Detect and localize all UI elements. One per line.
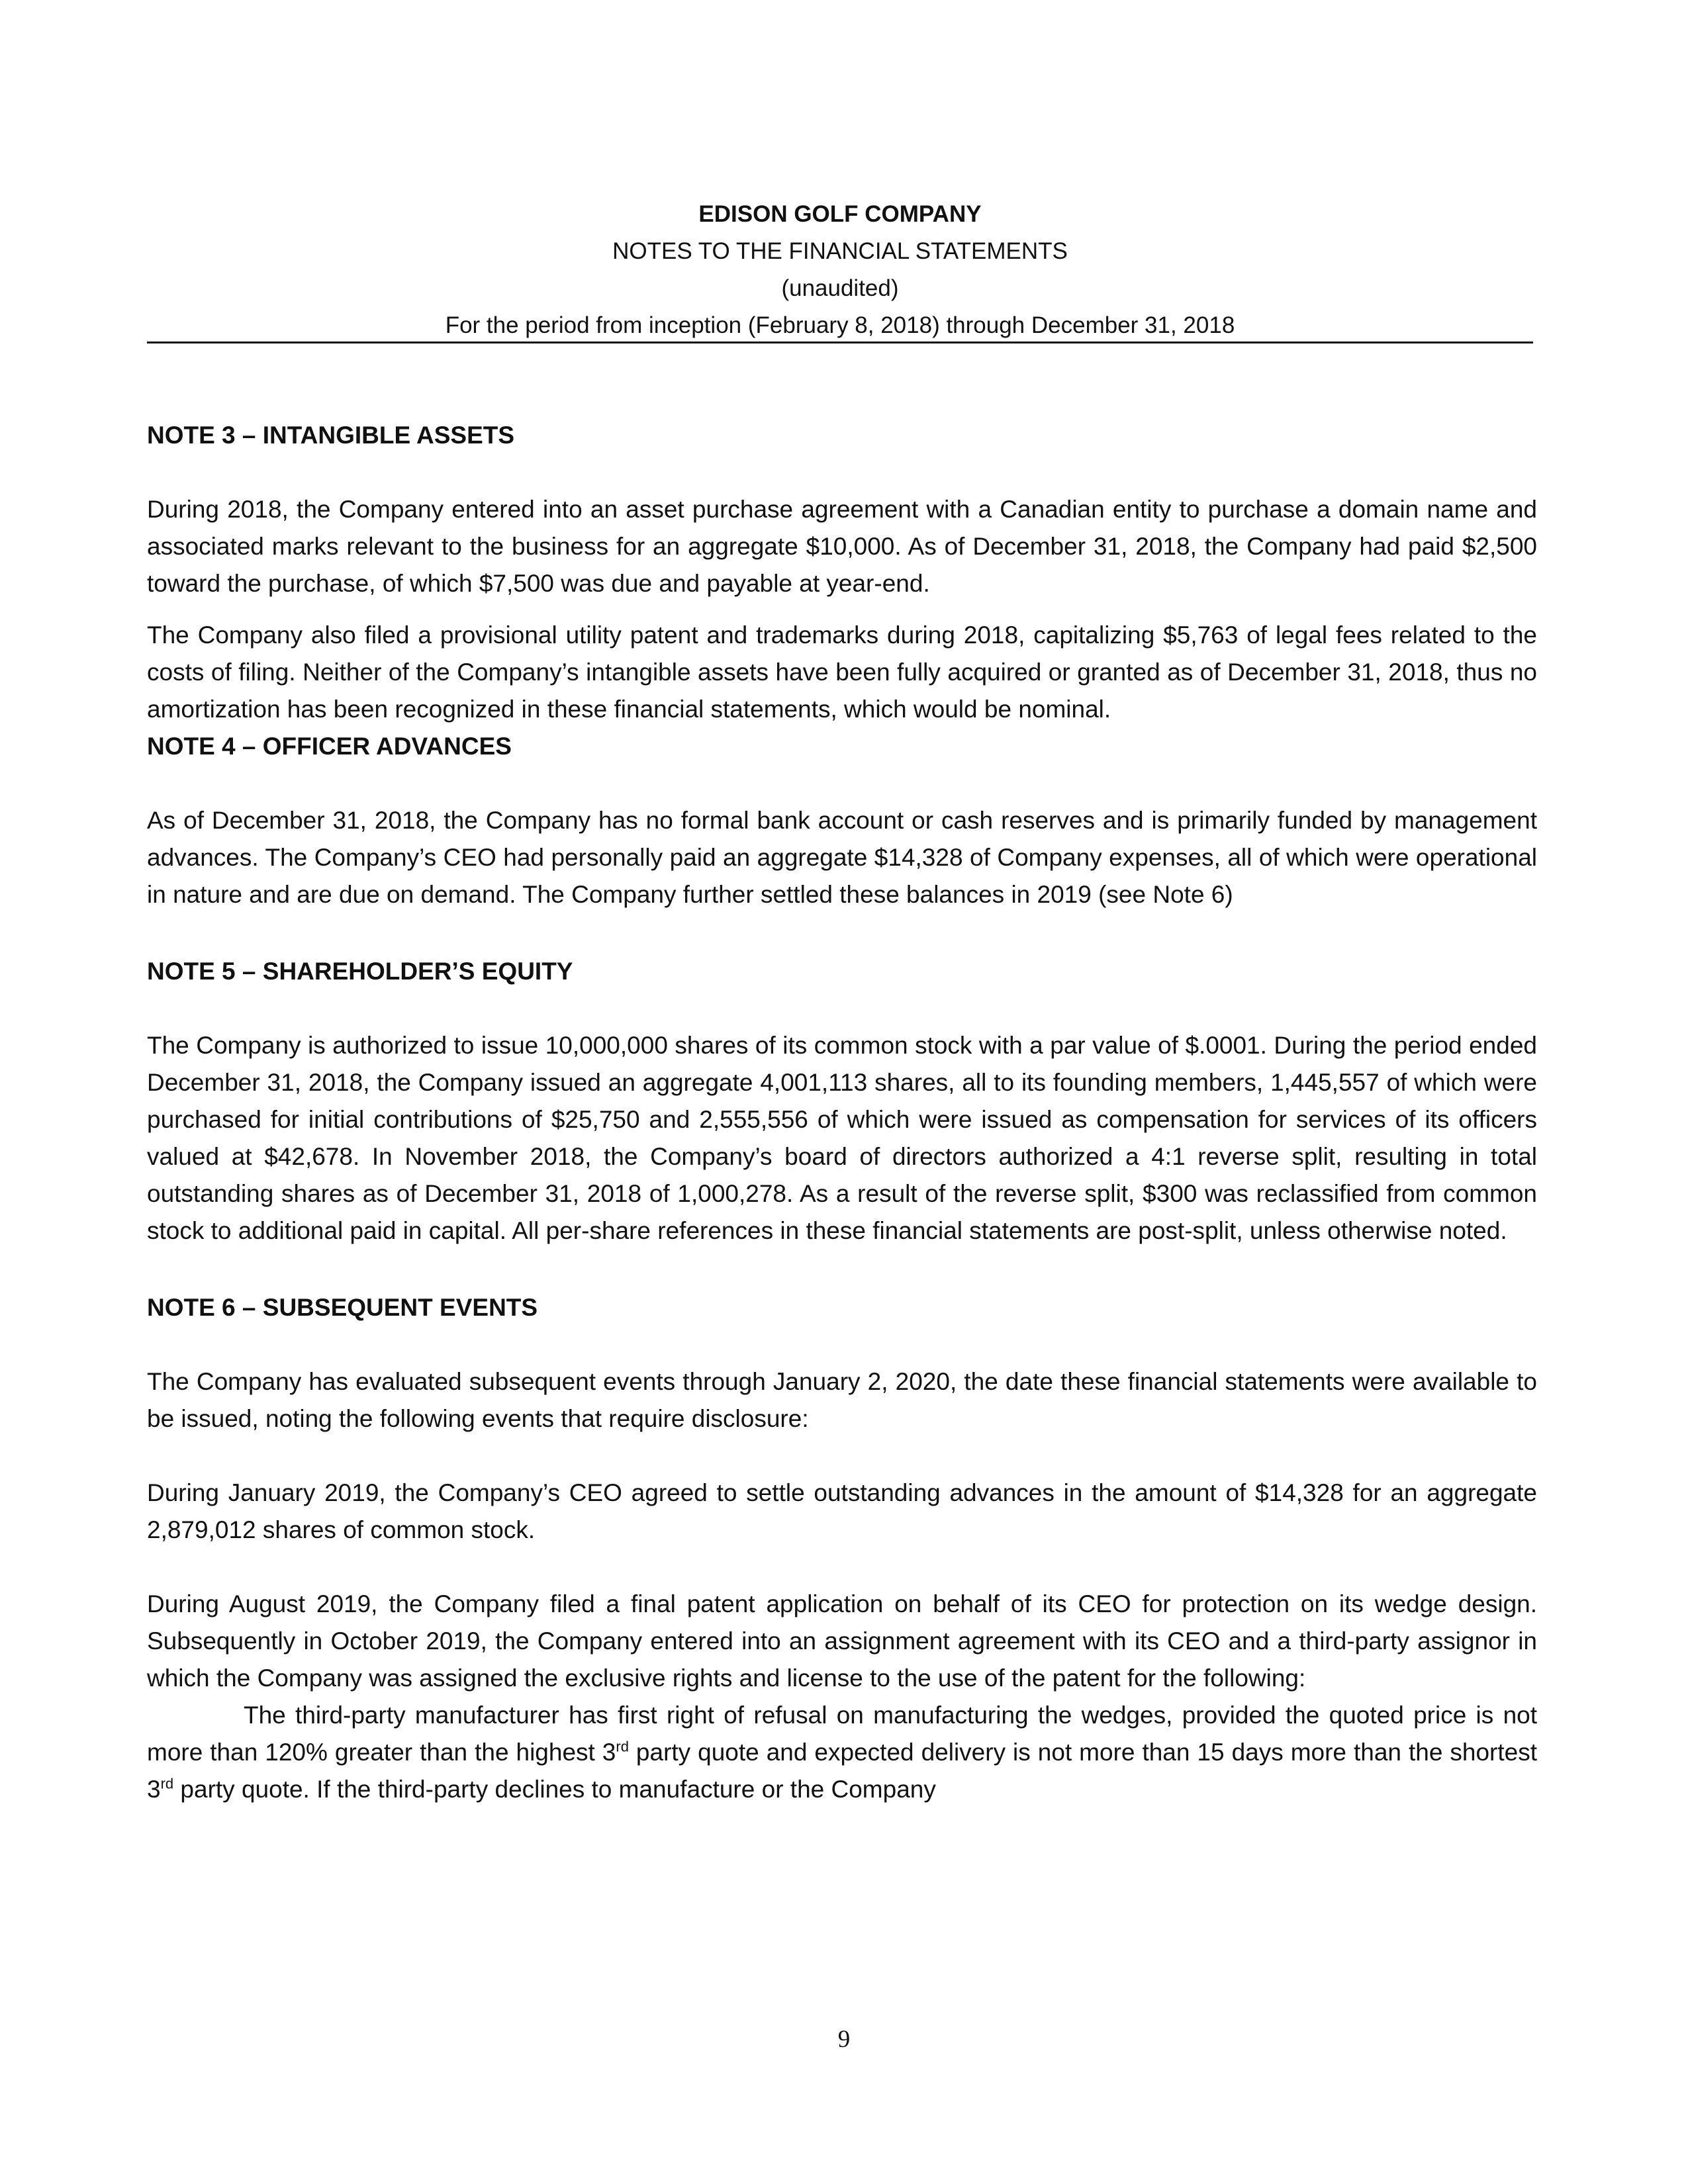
company-name: EDISON GOLF COMPANY — [698, 201, 982, 227]
note-3-paragraph-2: The Company also filed a provisional utility patent and trademarks during 2018, capitalizing $5,763 of legal fees related to the costs of filing. Neither of the Company’s intangible assets have been fully acquired or granted as of December 31, 2018, thus no amortization has been recognized in these financial statements, which would be nominal. — [147, 621, 1537, 723]
note-6-heading: NOTE 6 – SUBSEQUENT EVENTS — [147, 1294, 538, 1321]
note-6-paragraph-4-part-c: party quote. If the third-party declines to manufacture or the Company — [173, 1776, 936, 1803]
notes-body — [147, 417, 1537, 1808]
note-6-paragraph-3: During August 2019, the Company filed a final patent application on behalf of its CEO for protection on its wedge design. Subsequently in October 2019, the Company entered into an assignment agreement with its CEO and a third-party assignor in which the Company was assigned the exclusive rights and license to the use of the patent for the following: — [147, 1590, 1537, 1692]
note-5-paragraph-1: The Company is authorized to issue 10,000,000 shares of its common stock with a par value of $.0001. During the period ended December 31, 2018, the Company issued an aggregate 4,001,113 shares, all to its founding members, 1,445,557 of which were purchased for initial contributions of $25,750 and 2,555,556 of which were issued as compensation for services of its officers valued at $42,678. In November 2018, the Company’s board of directors authorized a 4:1 reverse split, resulting in total outstanding shares as of December 31, 2018 of 1,000,278. As a result of the reverse split, $300 was reclassified from common stock to additional paid in capital. All per-share references in these financial statements are post-split, unless otherwise noted. — [147, 1032, 1537, 1244]
note-6-paragraph-1: The Company has evaluated subsequent events through January 2, 2020, the date these financial statements were available to be issued, noting the following events that require disclosure: — [147, 1368, 1537, 1432]
ordinal-suffix: rd — [616, 1738, 629, 1755]
header-rule — [147, 341, 1533, 343]
note-6-paragraph-4-part-a: The third-party manufacturer has first right of refusal on manufacturing the wedges, provided the quoted price is not more than 120% greater than the highest 3 — [147, 1702, 1537, 1766]
ordinal-suffix: rd — [160, 1775, 174, 1792]
note-6-paragraph-4-part-b: party quote and expected delivery is not more than 15 days more than the shortest 3 — [147, 1739, 1537, 1803]
audit-status: (unaudited) — [781, 275, 899, 301]
document-header — [147, 196, 1533, 344]
note-4-paragraph-1: As of December 31, 2018, the Company has no formal bank account or cash reserves and is primarily funded by management advances. The Company’s CEO had personally paid an aggregate $14,328 of Company expenses, all of which were operational in nature and are due on demand. The Company further settled these balances in 2019 (see Note 6) — [147, 807, 1537, 908]
note-5-heading: NOTE 5 – SHAREHOLDER’S EQUITY — [147, 958, 573, 985]
note-3-heading: NOTE 3 – INTANGIBLE ASSETS — [147, 422, 515, 449]
document-title: NOTES TO THE FINANCIAL STATEMENTS — [612, 238, 1068, 264]
reporting-period: For the period from inception (February 8, 2018) through December 31, 2018 — [445, 312, 1235, 338]
note-3-paragraph-1: During 2018, the Company entered into an asset purchase agreement with a Canadian entity to purchase a domain name and associated marks relevant to the business for an aggregate $10,000. As of December 31, 2018, the Company had paid $2,500 toward the purchase, of which $7,500 was due and payable at year-end. — [147, 496, 1537, 597]
note-6-paragraph-2: During January 2019, the Company’s CEO agreed to settle outstanding advances in the amount of $14,328 for an aggregate 2,879,012 shares of common stock. — [147, 1479, 1537, 1543]
note-6-paragraph-4 — [147, 1697, 1537, 1808]
page-number: 9 — [837, 2026, 851, 2053]
note-4-heading: NOTE 4 – OFFICER ADVANCES — [147, 733, 512, 760]
